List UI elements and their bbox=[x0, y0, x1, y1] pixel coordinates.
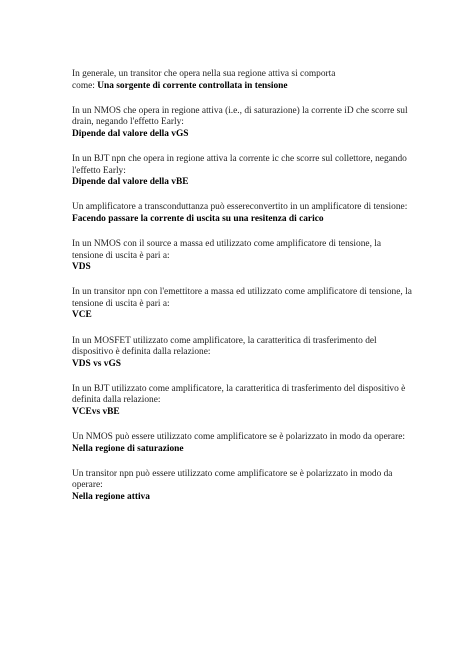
question-text: In un BJT utilizzato come amplificatore, la caratteritica di trasferimento del dispositivo è definita dalla relazione: bbox=[72, 383, 406, 406]
question-text: Un amplificatore a transconduttanza può essereconvertito in un amplificatore di tensione: bbox=[72, 202, 408, 213]
answer-text: Nella regione di saturazione bbox=[72, 443, 184, 454]
qa-item bbox=[72, 106, 412, 141]
answer-text: Una sorgente di corrente controllata in tensione bbox=[97, 80, 288, 91]
answer-text: Nella regione attiva bbox=[72, 491, 150, 502]
qa-item bbox=[72, 202, 412, 225]
question-text: In generale, un transitor che opera nella sua regione attiva si comporta bbox=[72, 69, 336, 79]
answer-line bbox=[72, 81, 288, 91]
question-text-continued: come: bbox=[72, 80, 98, 91]
question-text: In un MOSFET utilizzato come amplificatore, la caratteritica di trasferimento del dispositivo è definita dalla relazione: bbox=[72, 335, 377, 358]
document-content bbox=[72, 69, 412, 517]
answer-text: VDS vs vGS bbox=[72, 358, 121, 369]
qa-item bbox=[72, 239, 412, 274]
answer-text: Facendo passare la corrente di uscita su una resitenza di carico bbox=[72, 213, 324, 224]
question-text: In un NMOS con il source a massa ed utilizzato come amplificatore di tensione, la tensione di uscita è pari a: bbox=[72, 238, 382, 261]
qa-item bbox=[72, 384, 412, 419]
question-text: In un transitor npn con l'emettitore a massa ed utilizzato come amplificatore di tensione, la tensione di uscita è pari a: bbox=[72, 287, 412, 309]
qa-item bbox=[72, 69, 412, 92]
answer-text: VDS bbox=[72, 262, 91, 273]
answer-text: VCE bbox=[72, 310, 92, 321]
qa-item bbox=[72, 336, 412, 371]
qa-item bbox=[72, 154, 412, 189]
answer-text: Dipende dal valore della vBE bbox=[72, 177, 189, 188]
question-text: In un BJT npn che opera in regione attiva la corrente ic che scorre sul collettore, negando l'effetto Early: bbox=[72, 153, 407, 176]
question-text: Un transitor npn può essere utilizzato come amplificatore se è polarizzato in modo da operare: bbox=[72, 468, 393, 491]
qa-item bbox=[72, 469, 412, 504]
question-text: In un NMOS che opera in regione attiva (i.e., di saturazione) la corrente iD che scorre sul drain, negando l'effetto Early: bbox=[72, 105, 408, 128]
qa-item bbox=[72, 287, 412, 322]
qa-item bbox=[72, 432, 412, 455]
answer-text: Dipende dal valore della vGS bbox=[72, 128, 189, 139]
answer-text: VCEvs vBE bbox=[72, 406, 120, 417]
question-text: Un NMOS può essere utilizzato come amplificatore se è polarizzato in modo da operare: bbox=[72, 432, 405, 443]
